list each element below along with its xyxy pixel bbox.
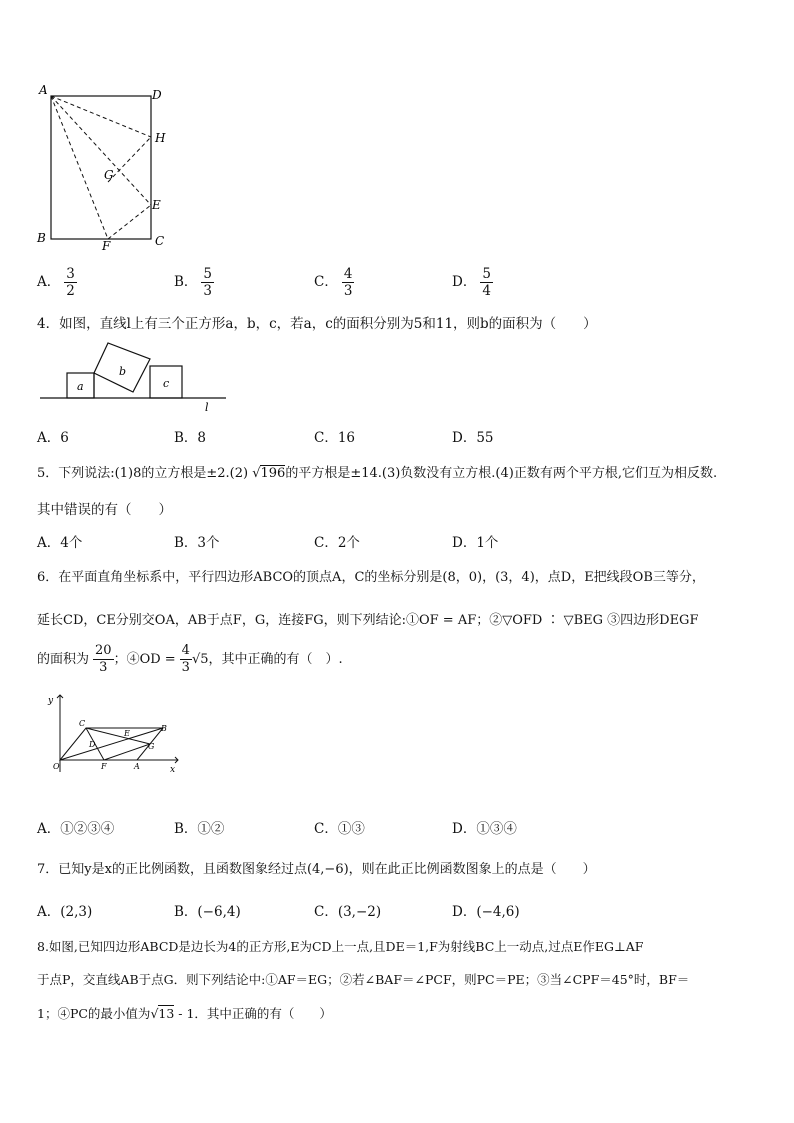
- point-C-label: C: [79, 719, 86, 728]
- label-C: C: [155, 234, 165, 248]
- q5-option-b[interactable]: B．3个: [174, 535, 220, 551]
- q6-option-b[interactable]: B．①②: [174, 821, 225, 837]
- point-D-label: D: [89, 740, 96, 749]
- q8-line2: 于点P，交直线AB于点G．则下列结论中:①AF＝EG；②若∠BAF＝∠PCF，则PC＝PE；③当∠CPF＝45°时，BF＝: [37, 972, 690, 987]
- q4-option-d[interactable]: D．55: [452, 430, 494, 446]
- sqrt-radicand: 13: [158, 1006, 175, 1021]
- q5-option-c[interactable]: C．2个: [314, 535, 360, 551]
- q5-line2: 其中错误的有（ ）: [37, 502, 172, 518]
- q4-stem: 4．如图，直线l上有三个正方形a，b，c，若a，c的面积分别为5和11，则b的面积为（ ）: [37, 316, 597, 332]
- q8-line3: 1；④PC的最小值为√13 - 1．其中正确的有（ ）: [37, 1006, 332, 1021]
- point-A-label: A: [134, 762, 140, 771]
- q3-option-c[interactable]: C． $\frac{4}{3}$: [314, 266, 353, 299]
- point-B-label: B: [161, 724, 167, 733]
- sqrt-radicand: 196: [260, 466, 286, 481]
- q7-stem: 7．已知y是x的正比例函数，且函数图象经过点(4,−6)，则在此正比例函数图象上的点是（ ）: [37, 862, 596, 877]
- q7-option-a[interactable]: A．(2,3): [37, 904, 93, 920]
- square-c-label: c: [163, 377, 170, 390]
- sqrt-symbol: √: [150, 1006, 159, 1021]
- axis-x-label: x: [170, 765, 176, 775]
- q6-line1: 6．在平面直角坐标系中，平行四边形ABCO的顶点A，C的坐标分别是(8，0)，(3，4)，点D，E把线段OB三等分，: [37, 570, 705, 585]
- q6-line2: 延长CD，CE分别交OA，AB于点F，G，连接FG，则下列结论:①OF = AF；②▽OFD ∶ ▽BEG ③四边形DEGF: [37, 613, 699, 628]
- point-E-label: E: [124, 729, 130, 738]
- q4-option-c[interactable]: C．16: [314, 430, 356, 446]
- label-G: G: [104, 168, 114, 182]
- q7-option-d[interactable]: D．(−4,6): [452, 904, 520, 920]
- label-A: A: [39, 83, 48, 97]
- label-H: H: [155, 131, 166, 145]
- q8-line1: 8.如图,已知四边形ABCD是边长为4的正方形,E为CD上一点,且DE＝1,F为射线BC上一动点,过点E作EG⊥AF: [37, 939, 644, 954]
- q7-option-c[interactable]: C．(3,−2): [314, 904, 382, 920]
- label-E: E: [152, 198, 161, 212]
- q6-option-d[interactable]: D．①③④: [452, 821, 517, 837]
- label-F: F: [102, 239, 111, 253]
- q4-option-b[interactable]: B．8: [174, 430, 207, 446]
- line-l-label: l: [205, 401, 209, 414]
- q3-option-b[interactable]: B． $\frac{5}{3}$: [174, 266, 213, 299]
- q5-line1: 5．下列说法:(1)8的立方根是±2.(2) √196的平方根是±14.(3)负数没有立方根.(4)正数有两个平方根,它们互为相反数.: [37, 466, 718, 481]
- point-F-label: F: [101, 762, 107, 771]
- q6-option-c[interactable]: C．①③: [314, 821, 365, 837]
- point-O-label: O: [53, 762, 60, 771]
- sqrt-symbol: √: [252, 466, 261, 481]
- axis-y-label: y: [48, 696, 54, 706]
- q3-option-a[interactable]: A． $\frac{3}{2}$: [37, 266, 75, 299]
- q3-option-d[interactable]: D． $\frac{5}{4}$: [452, 266, 491, 299]
- q5-option-d[interactable]: D．1个: [452, 535, 499, 551]
- label-D: D: [152, 88, 162, 102]
- square-a-label: a: [77, 380, 84, 393]
- q7-option-b[interactable]: B．(−6,4): [174, 904, 241, 920]
- figure-squares-on-line: [38, 337, 228, 415]
- q5-option-a[interactable]: A．4个: [37, 535, 83, 551]
- label-B: B: [37, 231, 46, 245]
- figure-rectangle-abcd: [30, 82, 180, 254]
- figure-parallelogram-abco: [38, 690, 183, 775]
- q4-option-a[interactable]: A．6: [37, 430, 69, 446]
- square-b-label: b: [119, 365, 127, 378]
- q6-option-a[interactable]: A．①②③④: [37, 821, 115, 837]
- q6-line3: 的面积为 $\frac{20}{3}$ ；④OD = $\frac{4}{3}$ √5，其中正确的有（ ）.: [37, 643, 343, 675]
- point-G-label: G: [148, 742, 155, 751]
